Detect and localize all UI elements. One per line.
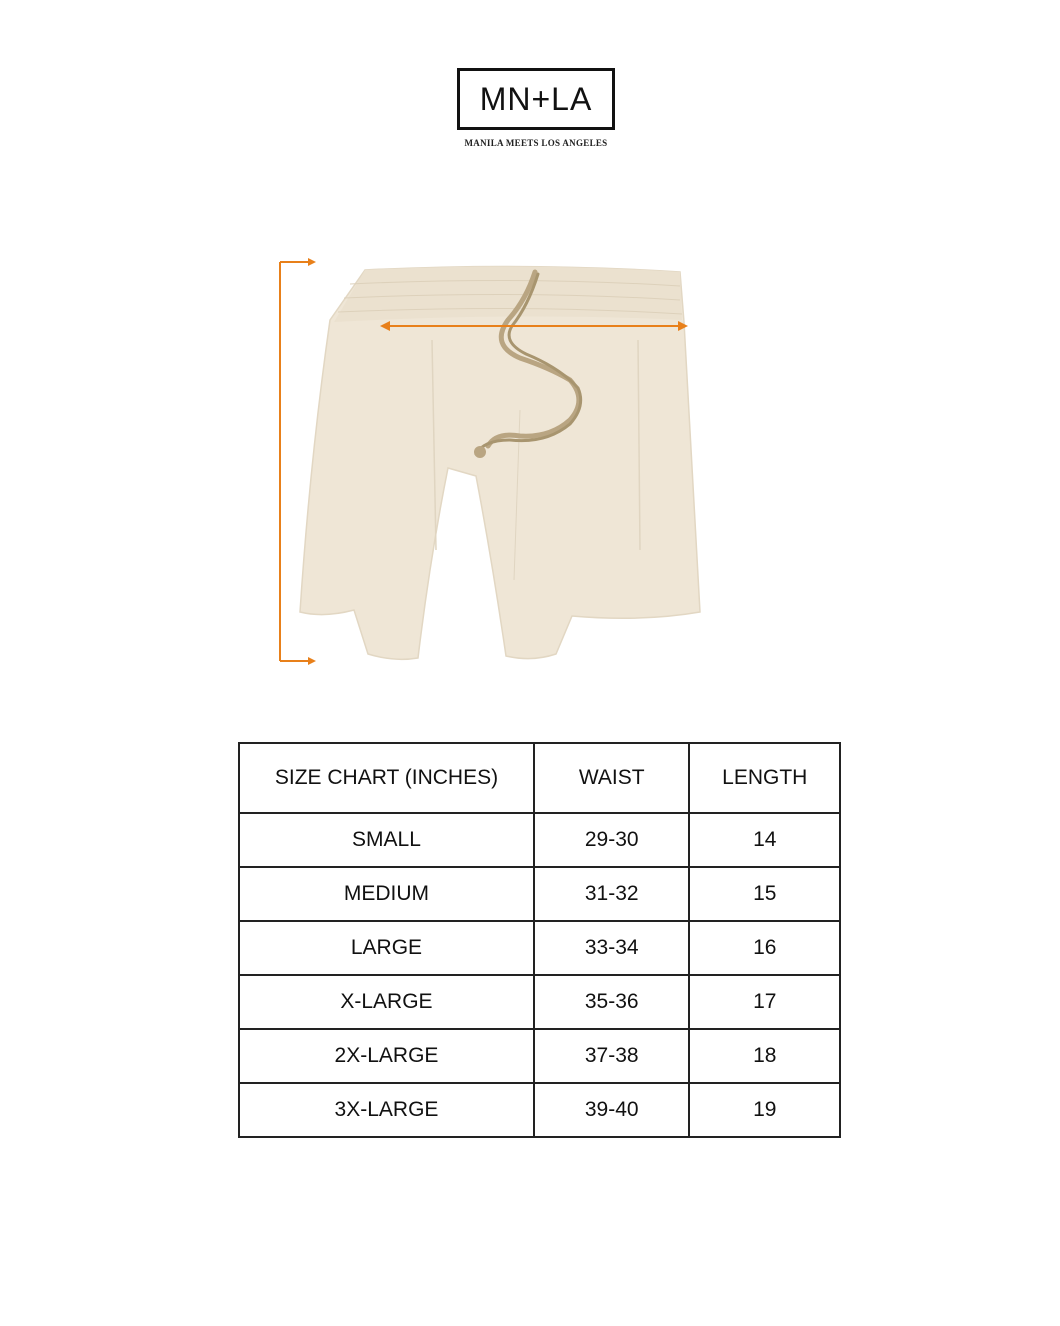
- table-row: [239, 867, 840, 921]
- table-row: [239, 1083, 840, 1137]
- table-row: [239, 921, 840, 975]
- waist-cell: 35-36: [534, 975, 690, 1029]
- size-chart-table: [238, 742, 841, 1138]
- table-row: [239, 813, 840, 867]
- length-cell: 19: [689, 1083, 840, 1137]
- length-cell: 18: [689, 1029, 840, 1083]
- length-cell: 15: [689, 867, 840, 921]
- length-cell: 17: [689, 975, 840, 1029]
- header-length: LENGTH: [689, 743, 840, 813]
- size-cell: LARGE: [239, 921, 534, 975]
- size-cell: 3X-LARGE: [239, 1083, 534, 1137]
- size-cell: 2X-LARGE: [239, 1029, 534, 1083]
- size-cell: MEDIUM: [239, 867, 534, 921]
- length-cell: 16: [689, 921, 840, 975]
- size-cell: X-LARGE: [239, 975, 534, 1029]
- size-cell: SMALL: [239, 813, 534, 867]
- logo-text: MN+LA: [479, 80, 593, 117]
- brand-logo: [457, 68, 615, 130]
- brand-tagline: MANILA MEETS LOS ANGELES: [464, 138, 608, 148]
- table-header-row: [239, 743, 840, 813]
- waist-cell: 31-32: [534, 867, 690, 921]
- header-size-chart: SIZE CHART (INCHES): [239, 743, 534, 813]
- waist-cell: 29-30: [534, 813, 690, 867]
- table-row: [239, 975, 840, 1029]
- product-illustration: [270, 250, 710, 670]
- length-cell: 14: [689, 813, 840, 867]
- header-waist: WAIST: [534, 743, 690, 813]
- table-row: [239, 1029, 840, 1083]
- waist-cell: 37-38: [534, 1029, 690, 1083]
- waist-cell: 33-34: [534, 921, 690, 975]
- waist-cell: 39-40: [534, 1083, 690, 1137]
